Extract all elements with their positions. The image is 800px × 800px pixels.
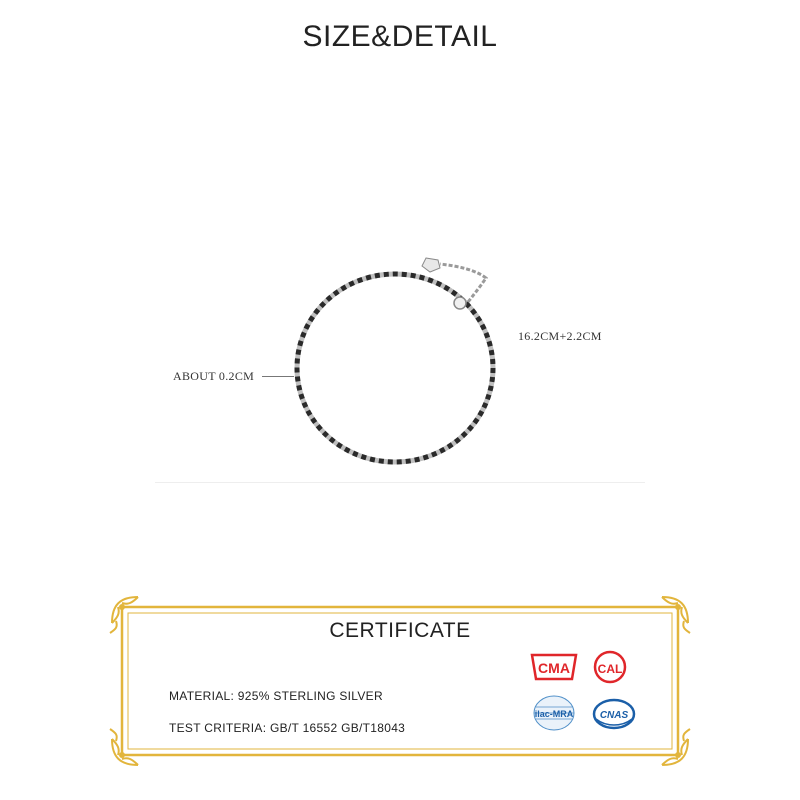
page-title: SIZE&DETAIL xyxy=(302,20,498,53)
cal-logo xyxy=(590,649,630,685)
tag xyxy=(422,258,440,272)
dimension-leader-line xyxy=(262,376,294,377)
bracelet-image xyxy=(280,240,520,470)
material-line: MATERIAL: 925% STERLING SILVER xyxy=(169,689,383,703)
ilac-mra-logo xyxy=(526,693,582,737)
cma-logo xyxy=(528,651,580,683)
clasp xyxy=(454,297,466,309)
extender-chain xyxy=(440,264,486,302)
cnas-logo xyxy=(590,697,638,731)
cal-logo-text: CAL xyxy=(597,662,623,676)
cnas-logo-text: CNAS xyxy=(599,710,629,721)
length-dimension-label: 16.2CM+2.2CM xyxy=(518,329,602,343)
test-criteria-line: TEST CRITERIA: GB/T 16552 GB/T18043 xyxy=(169,721,406,735)
certificate-panel xyxy=(108,593,692,769)
width-dimension-label: ABOUT 0.2CM xyxy=(173,369,255,383)
certificate-title: CERTIFICATE xyxy=(329,619,471,642)
ilac-logo-text: ilac-MRA xyxy=(534,709,574,719)
cma-logo-text: CMA xyxy=(538,660,570,676)
